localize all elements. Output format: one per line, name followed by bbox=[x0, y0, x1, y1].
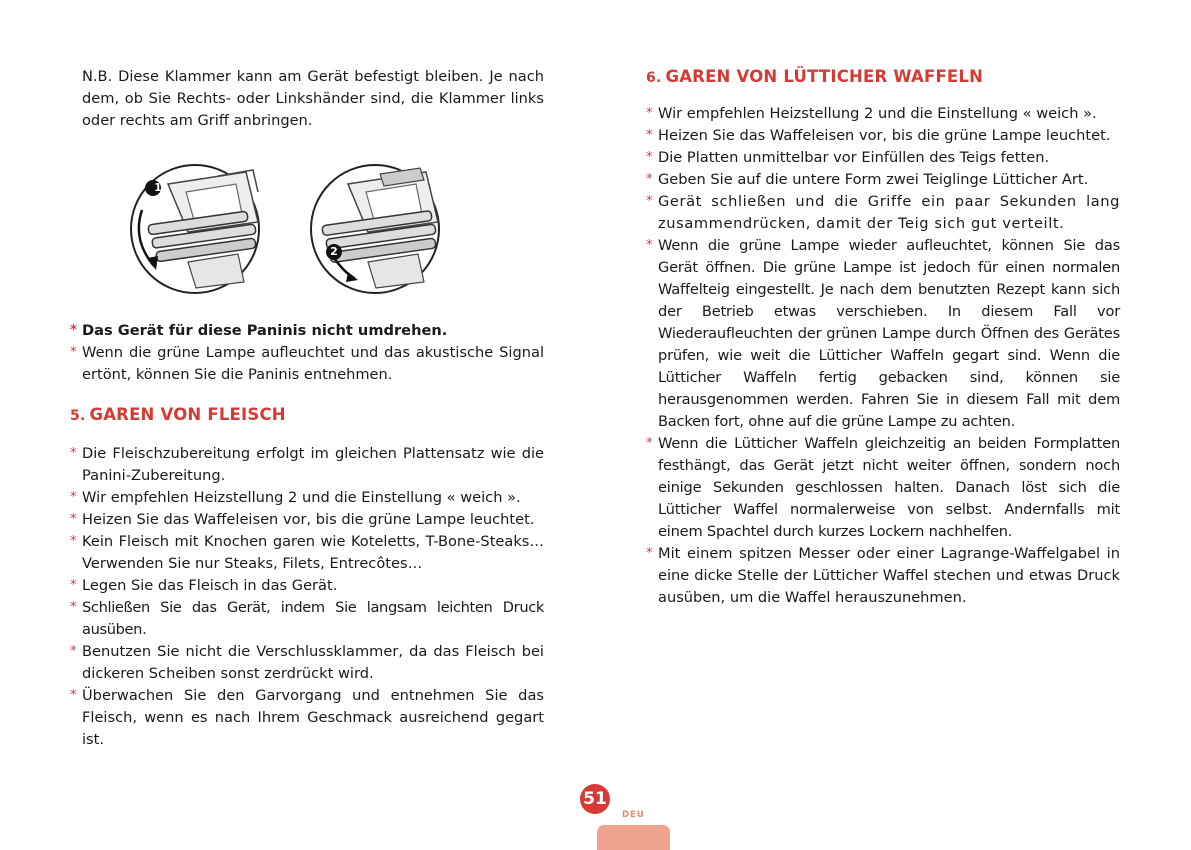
list-item: * Das Gerät für diese Paninis nicht umdrehen. bbox=[70, 320, 544, 342]
bullet-star-icon: * bbox=[646, 172, 653, 187]
section-5-bullets bbox=[70, 443, 544, 751]
list-item: * Heizen Sie das Waffeleisen vor, bis die grüne Lampe leuchtet. bbox=[70, 509, 544, 531]
bullet-star-icon: * bbox=[646, 150, 653, 165]
bullet-star-icon: * bbox=[646, 106, 653, 121]
list-item: * Wir empfehlen Heizstellung 2 und die Einstellung « weich ». bbox=[70, 487, 544, 509]
list-item: * Kein Fleisch mit Knochen garen wie Koteletts, T-Bone-Steaks… Verwenden Sie nur Steaks, Filets, Entrecôtes… bbox=[70, 533, 544, 572]
clamp-badge-1: 1 bbox=[154, 181, 162, 194]
page-number: 51 bbox=[580, 784, 610, 814]
bullet-star-icon: * bbox=[646, 238, 653, 253]
list-item: * Heizen Sie das Waffeleisen vor, bis die grüne Lampe leuchtet. bbox=[646, 125, 1120, 147]
clamp-figure-1 bbox=[128, 162, 262, 296]
list-item: * Die Platten unmittelbar vor Einfüllen des Teigs fetten. bbox=[646, 147, 1120, 169]
nb-paragraph: N.B. Diese Klammer kann am Gerät befestigt bleiben. Je nach dem, ob Sie Rechts- oder Linkshänder sind, die Klammer links oder rechts am Griff anbringen. bbox=[82, 68, 544, 129]
list-item: * Schließen Sie das Gerät, indem Sie langsam leichten Druck ausüben. bbox=[70, 599, 544, 638]
bullet-star-icon: * bbox=[646, 546, 653, 561]
bullet-star-icon: * bbox=[646, 436, 653, 451]
bullet-star-icon: * bbox=[70, 688, 77, 703]
right-column bbox=[646, 66, 1120, 609]
clamp-figures bbox=[70, 162, 544, 318]
list-item: * Wenn die grüne Lampe aufleuchtet und das akustische Signal ertönt, können Sie die Paninis entnehmen. bbox=[70, 344, 544, 383]
bullet-star-icon: * bbox=[646, 128, 653, 143]
language-tab bbox=[597, 825, 670, 850]
section-5-heading: 5. GAREN VON FLEISCH bbox=[70, 405, 286, 424]
bullet-star-icon: * bbox=[70, 446, 77, 461]
list-item: * Legen Sie das Fleisch in das Gerät. bbox=[70, 575, 544, 597]
list-item: * Gerät schließen und die Griffe ein paar Sekunden lang zusammendrücken, damit der Teig sich gut verteilt. bbox=[646, 193, 1120, 232]
list-item: * Wenn die grüne Lampe wieder aufleuchtet, können Sie das Gerät öffnen. Die grüne Lampe ist jedoch für einen normalen Waffelteig eingestellt. Je nach dem benutzten Rezept kann sich der Betrieb etwas verschieben. In diesem Fall vor Wiederaufleuchten der grünen Lampe durch Öffnen des Gerätes prüfen, wie weit die Lütticher Waffeln gegart sind. Wenn die Lütticher Waffeln fertig gebacken sind, können sie herausgenommen werden. Fahren Sie in diesem Fall mit dem Backen fort, ohne auf die grüne Lampe zu achten. bbox=[646, 237, 1120, 430]
bullet-star-icon: * bbox=[70, 534, 77, 549]
section-6-heading: 6. GAREN VON LÜTTICHER WAFFELN bbox=[646, 67, 984, 86]
list-item: * Mit einem spitzen Messer oder einer Lagrange-Waffelgabel in eine dicke Stelle der Lütticher Waffel stechen und etwas Druck ausüben, um die Waffel herauszunehmen. bbox=[646, 545, 1120, 606]
bullet-star-icon: * bbox=[70, 578, 77, 593]
bullet-star-icon: * bbox=[70, 600, 77, 615]
list-item: * Wir empfehlen Heizstellung 2 und die Einstellung « weich ». bbox=[646, 103, 1120, 125]
clamp-figure-2 bbox=[308, 162, 442, 296]
list-item: * Geben Sie auf die untere Form zwei Teiglinge Lütticher Art. bbox=[646, 169, 1120, 191]
bullet-star-icon: * bbox=[646, 194, 653, 209]
bullet-star-icon: * bbox=[70, 490, 77, 505]
clamp-badge-2: 2 bbox=[330, 245, 338, 258]
bullet-star-icon: * bbox=[70, 323, 77, 338]
bullet-star-icon: * bbox=[70, 512, 77, 527]
list-item: * Die Fleischzubereitung erfolgt im gleichen Plattensatz wie die Panini-Zubereitung. bbox=[70, 445, 544, 484]
bullet-star-icon: * bbox=[70, 644, 77, 659]
language-label: DEU bbox=[622, 810, 645, 820]
panini-bullets bbox=[70, 320, 544, 386]
list-item: * Wenn die Lütticher Waffeln gleichzeitig an beiden Formplatten festhängt, das Gerät jetzt nicht weiter öffnen, sondern noch einige Sekunden geschlossen halten. Danach löst sich die Lütticher Waffel normalerweise von selbst. Andernfalls mit einem Spachtel durch kurzes Lockern nachhelfen. bbox=[646, 435, 1120, 540]
left-column bbox=[70, 66, 544, 751]
bullet-star-icon: * bbox=[70, 345, 77, 360]
list-item: * Benutzen Sie nicht die Verschlussklammer, da das Fleisch bei dickeren Scheiben sonst zerdrückt wird. bbox=[70, 643, 544, 682]
list-item: * Überwachen Sie den Garvorgang und entnehmen Sie das Fleisch, wenn es nach Ihrem Geschmack ausreichend gegart ist. bbox=[70, 687, 544, 748]
section-6-bullets bbox=[646, 103, 1120, 609]
